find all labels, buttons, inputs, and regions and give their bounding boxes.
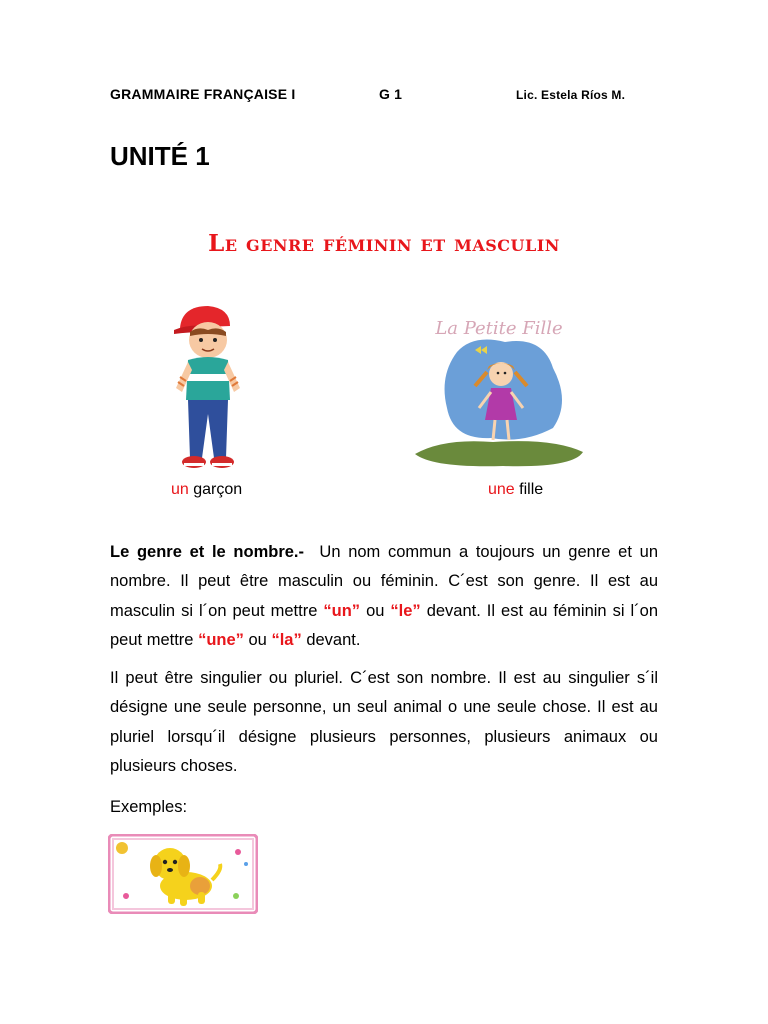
caption-boy	[171, 481, 242, 499]
dog-illustration	[108, 834, 258, 914]
caption-boy-article: un	[171, 481, 189, 498]
article-le: “le”	[390, 601, 421, 620]
paragraph-singular-plural: Il peut être singulier ou pluriel. C´est son nombre. Il est au singulier s´il désigne une seule personne, un seul animal o une seule chose. Il est au pluriel lorsqu´il désigne plusieurs personnes, plusieurs animaux ou plusieurs choses.	[110, 669, 658, 775]
teacher-name: Lic. Estela Ríos M.	[516, 88, 626, 102]
group-label: G 1	[379, 86, 403, 102]
article-un: “un”	[323, 601, 361, 620]
article-une: “une”	[198, 630, 244, 649]
paragraph-text: devant.	[306, 630, 361, 649]
paragraph-text: ou	[366, 601, 385, 620]
caption-girl-article: une	[488, 481, 515, 498]
caption-boy-noun: garçon	[193, 481, 243, 498]
lesson-title: Le genre féminin et masculin	[208, 230, 560, 257]
paragraph-text: devant. Il est au féminin si l´on peut mettre	[110, 601, 658, 649]
paragraph-text: ou	[248, 630, 267, 649]
paragraph-gender-number	[110, 538, 658, 655]
girl-card-text: La Petite Fille	[435, 318, 563, 339]
article-la: “la”	[271, 630, 302, 649]
examples-label: Exemples:	[110, 798, 188, 816]
girl-illustration	[413, 312, 585, 470]
caption-girl-noun: fille	[519, 481, 544, 498]
unit-title: UNITÉ 1	[110, 141, 210, 171]
boy-illustration	[168, 302, 248, 472]
paragraph-lead: Le genre et le nombre.-	[110, 543, 304, 561]
caption-girl	[488, 481, 543, 499]
course-name: GRAMMAIRE FRANÇAISE I	[110, 86, 296, 102]
paragraph-text: Un nom commun a toujours un genre et un nombre. Il peut être masculin ou féminin. C´est son genre. Il est au masculin si l´on peut mettre	[110, 543, 658, 620]
